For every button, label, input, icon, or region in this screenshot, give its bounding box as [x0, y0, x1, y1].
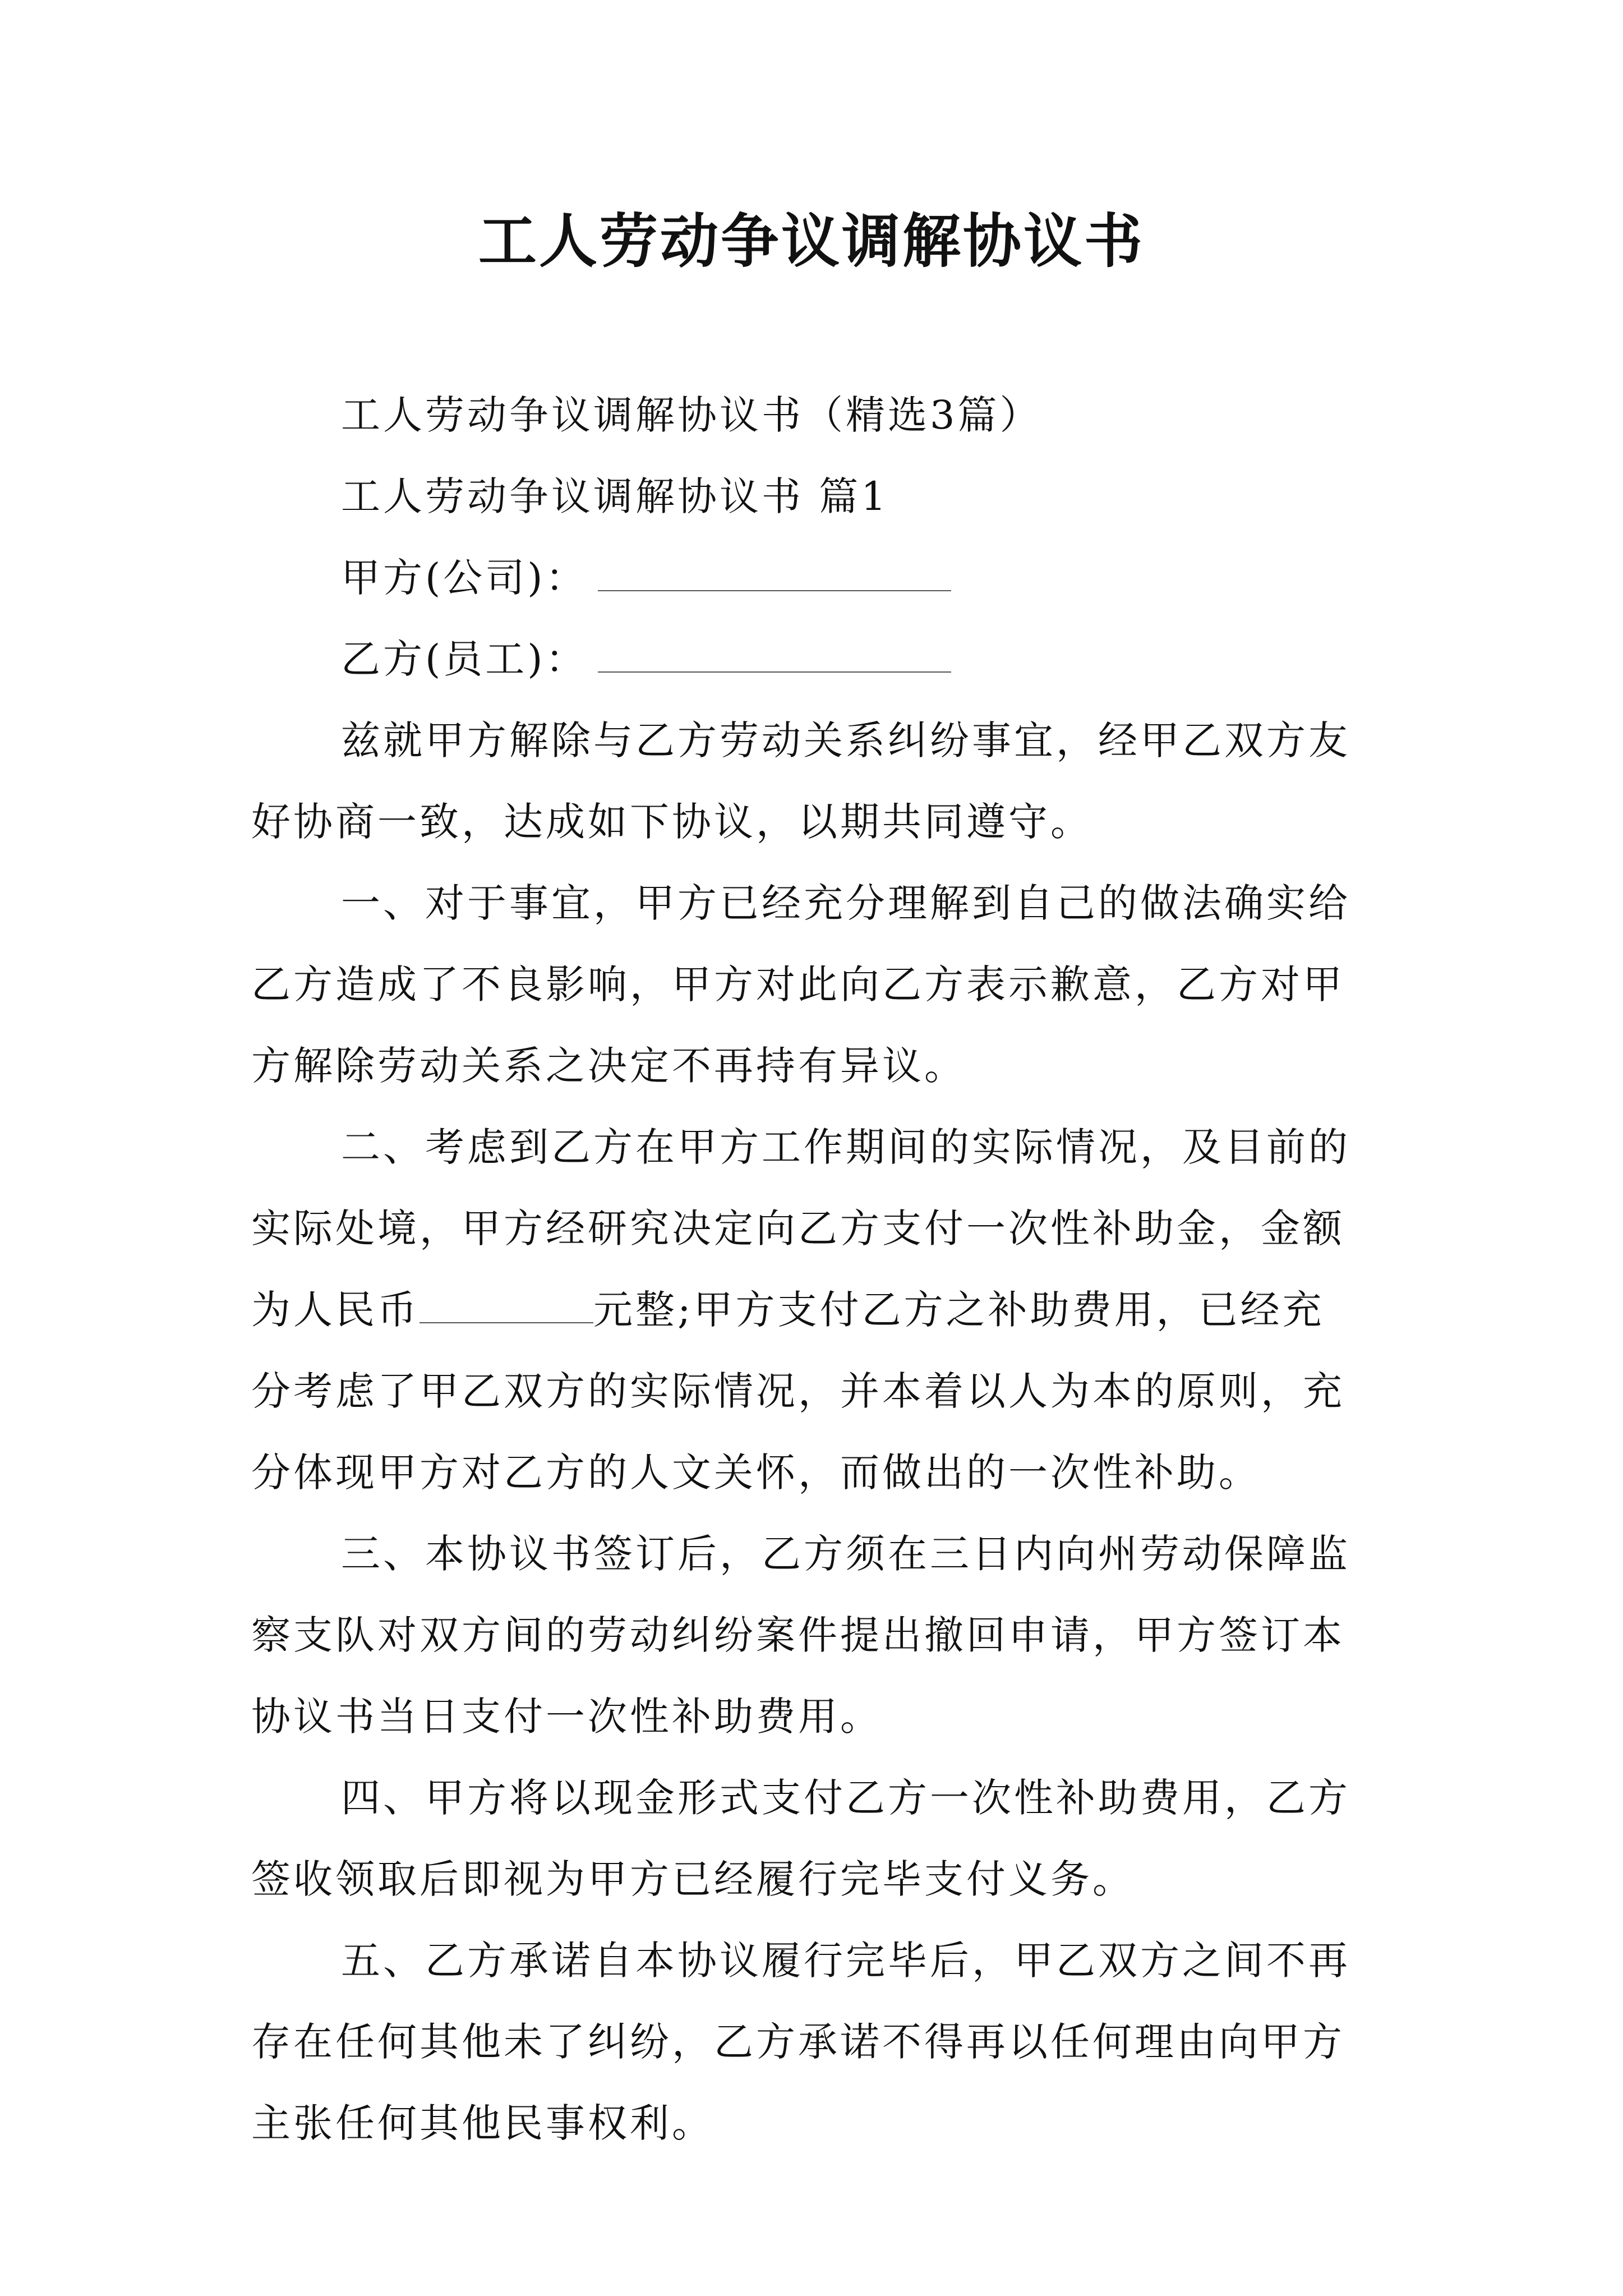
clause-2-line: 二、考虑到乙方在甲方工作期间的实际情况，及目前的 [341, 1124, 1350, 1170]
document-body [251, 375, 1373, 2164]
clause-3-line: 察支队对双方间的劳动纠纷案件提出撤回申请，甲方签订本 [251, 1612, 1345, 1658]
amount-prefix: 为人民币 [251, 1287, 419, 1333]
party-b-line [251, 619, 1373, 700]
clause-5-line: 五、乙方承诺自本协议履行完毕后，甲乙双方之间不再 [341, 1938, 1350, 1984]
clause-4-line: 四、甲方将以现金形式支付乙方一次性补助费用，乙方 [341, 1775, 1350, 1821]
clause-4-line: 签收领取后即视为甲方已经履行完毕支付义务。 [251, 1856, 1135, 1902]
amount-blank[interactable] [419, 1281, 593, 1323]
clause-1-line: 一、对于事宜，甲方已经充分理解到自己的做法确实给 [341, 880, 1350, 926]
subtitle: 工人劳动争议调解协议书（精选3篇） [341, 392, 1042, 438]
document-title: 工人劳动争议调解协议书 [478, 206, 1145, 275]
clause-1-line: 方解除劳动关系之决定不再持有异议。 [251, 1043, 966, 1089]
intro-line: 兹就甲方解除与乙方劳动关系纠纷事宜，经甲乙双方友 [341, 717, 1350, 763]
clause-5-line: 主张任何其他民事权利。 [251, 2100, 714, 2146]
clause-2-line: 分体现甲方对乙方的人文关怀，而做出的一次性补助。 [251, 1450, 1261, 1496]
amount-suffix: 元整;甲方支付乙方之补助费用，已经充 [593, 1287, 1325, 1333]
party-b-blank[interactable] [598, 630, 951, 673]
clause-1-line: 乙方造成了不良影响，甲方对此向乙方表示歉意，乙方对甲 [251, 961, 1345, 1007]
section-heading: 工人劳动争议调解协议书 篇1 [341, 473, 889, 519]
clause-3-line: 协议书当日支付一次性补助费用。 [251, 1694, 882, 1740]
party-a-label: 甲方(公司)： [341, 555, 588, 601]
intro-line: 好协商一致，达成如下协议，以期共同遵守。 [251, 799, 1092, 845]
clause-5-line: 存在任何其他未了纠纷，乙方承诺不得再以任何理由向甲方 [251, 2019, 1345, 2065]
party-a-blank[interactable] [598, 549, 951, 591]
clause-3-line: 三、本协议书签订后，乙方须在三日内向州劳动保障监 [341, 1531, 1350, 1577]
clause-2-amount-line [251, 1269, 1373, 1351]
party-a-line [251, 537, 1373, 619]
clause-2-line: 分考虑了甲乙双方的实际情况，并本着以人为本的原则，充 [251, 1368, 1345, 1414]
party-b-label: 乙方(员工)： [341, 636, 588, 682]
clause-2-line: 实际处境，甲方经研究决定向乙方支付一次性补助金，金额 [251, 1205, 1345, 1251]
